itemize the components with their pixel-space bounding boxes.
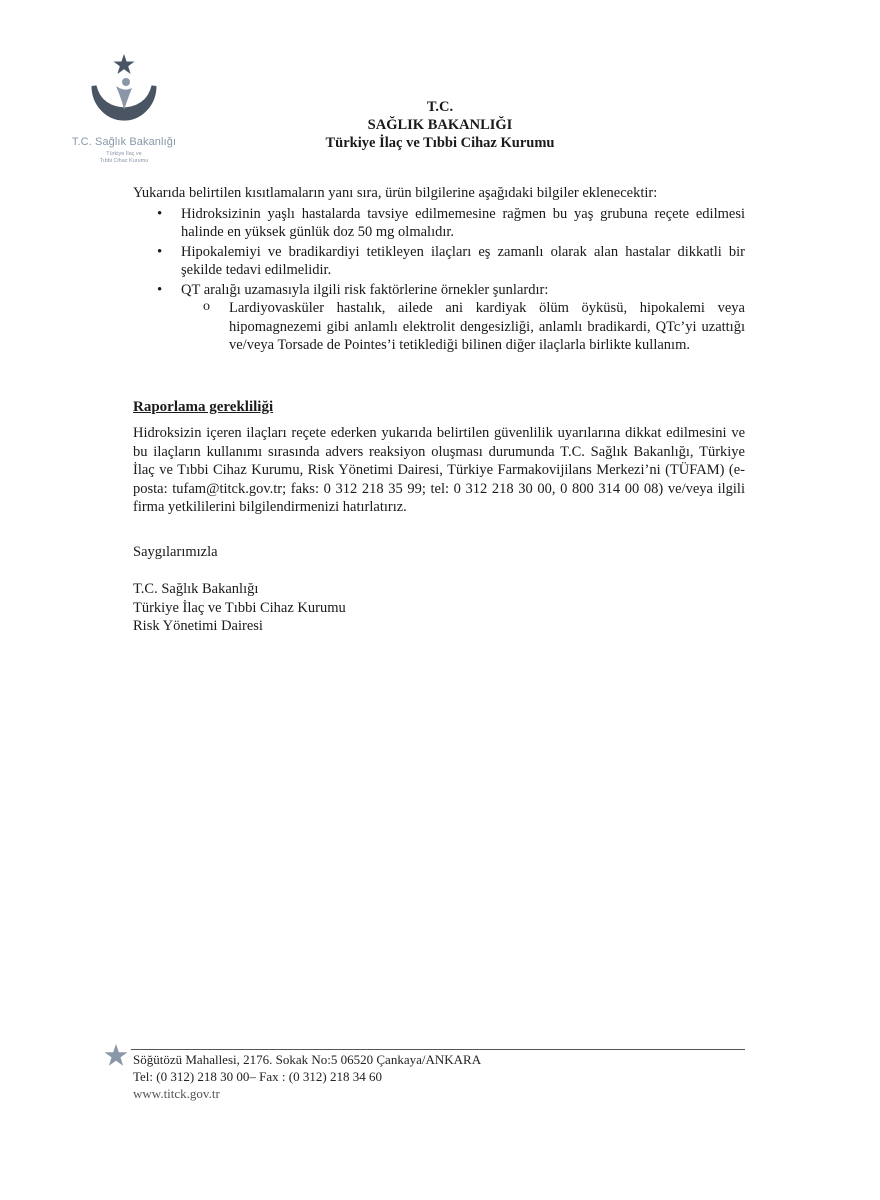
footer-star-icon: [103, 1043, 129, 1069]
bullet-list: [133, 205, 745, 355]
reporting-paragraph: Hidroksizin içeren ilaçları reçete ederken yukarıda belirtilen güvenlilik uyarılarına dikkat edilmesini ve bu ilaçların kullanımı sırasında advers reaksiyon oluşması durumunda T.C. Sağlık Bakanlığı, Türkiye İlaç ve Tıbbi Cihaz Kurumu, Risk Yönetimi Dairesi, Türkiye Farmakovijilans Merkezi’ni (TÜFAM) (e-posta: tufam@titck.gov.tr; faks: 0 312 218 35 99; tel: 0 312 218 30 00, 0 800 314 00 08) ve/veya ilgili firma yetkililerini bilgilendirmenizi hatırlatırız.: [133, 425, 745, 515]
footer-address: Söğütözü Mahallesi, 2176. Sokak No:5 06520 Çankaya/ANKARA: [133, 1052, 482, 1067]
letterhead-line1: T.C.: [426, 99, 454, 115]
letterhead-line2: SAĞLIK BAKANLIĞI: [367, 117, 513, 133]
logo-sub-line1: Türkiye İlaç ve: [106, 151, 142, 157]
letter-body: [133, 184, 745, 636]
letterhead: [250, 98, 630, 152]
footer: [133, 1051, 481, 1102]
letterhead-line3: Türkiye İlaç ve Tıbbi Cihaz Kurumu: [325, 135, 555, 151]
section-title: Raporlama gerekliliği: [133, 398, 274, 415]
logo-subtitle: [64, 151, 184, 165]
logo-name: T.C. Sağlık Bakanlığı: [71, 136, 177, 148]
closing-text: Saygılarımızla: [133, 543, 218, 560]
signature-block: [133, 580, 745, 636]
signature-line1: T.C. Sağlık Bakanlığı: [133, 581, 259, 597]
intro-paragraph: Yukarıda belirtilen kısıtlamaların yanı sıra, ürün bilgilerine aşağıdaki bilgiler eklenecektir:: [133, 185, 658, 201]
footer-website: www.titck.gov.tr: [133, 1086, 220, 1101]
logo-sub-line2: Tıbbi Cihaz Kurumu: [99, 158, 149, 164]
ministry-emblem-icon: [86, 50, 162, 134]
ministry-logo: [64, 50, 184, 180]
bullet-item-qt: [181, 281, 745, 355]
signature-line3: Risk Yönetimi Dairesi: [133, 618, 263, 634]
bullet-item: • Hidroksizinin yaşlı hastalarda tavsiye edilmemesine rağmen bu yaş grubuna reçete edilmesi halinde en yüksek günlük doz 50 mg olmalıdır.: [181, 205, 745, 242]
sub-bullet-item: o Lardiyovasküler hastalık, ailede ani kardiyak ölüm öyküsü, hipokalemi veya hipomagnezemi gibi anlamlı elektrolit dengesizliği, anlamlı bradikardi, QTc’yi uzattığı ve/veya Torsade de Pointes’i tetiklediği bilinen diğer ilaçlarla birlikte kullanım.: [229, 299, 745, 355]
signature-line2: Türkiye İlaç ve Tıbbi Cihaz Kurumu: [133, 599, 346, 616]
bullet-item: • Hipokalemiyi ve bradikardiyi tetikleyen ilaçları eş zamanlı olarak alan hastalar dikkatli bir şekilde tedavi edilmelidir.: [181, 243, 745, 280]
footer-phone: Tel: (0 312) 218 30 00– Fax : (0 312) 218 34 60: [133, 1069, 382, 1084]
bullet-item-text: QT aralığı uzamasıyla ilgili risk faktörlerine örnekler şunlardır:: [181, 281, 549, 298]
sub-bullet-list: [181, 299, 745, 355]
footer-divider: [131, 1049, 745, 1050]
